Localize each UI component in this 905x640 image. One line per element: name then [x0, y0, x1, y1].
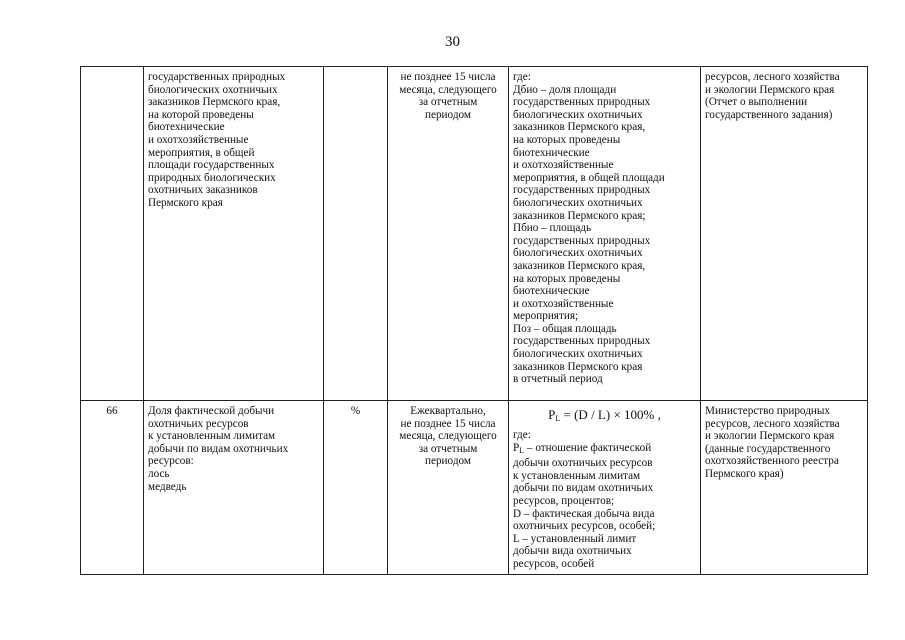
- text-line: охотничьих ресурсов, особей;: [513, 520, 656, 533]
- text-line: добычи вида охотничьих: [513, 545, 632, 558]
- text-line: на которой проведены: [148, 108, 254, 121]
- text-line: ресурсов, процентов;: [513, 494, 615, 507]
- text-line: ресурсов, лесного хозяйства: [705, 417, 840, 430]
- text-line: добычи по видам охотничьих: [148, 442, 289, 455]
- text-line: в отчетный период: [513, 373, 603, 386]
- text-line: L – установленный лимит: [513, 532, 637, 545]
- text-line: (данные государственного: [705, 442, 831, 455]
- text-line: Пбио – площадь: [513, 222, 592, 235]
- text-line: Дбио – доля площади: [513, 83, 617, 96]
- text-line: биотехнические: [513, 285, 590, 298]
- text-line: площади государственных: [148, 159, 275, 172]
- indicator-name-cell: [144, 401, 324, 575]
- pl-symbol: P: [513, 441, 520, 454]
- text-line: и охотхозяйственные: [513, 297, 614, 310]
- text-line: заказников Пермского края,: [148, 96, 281, 109]
- text-line: государственного задания): [705, 108, 833, 121]
- formula-subscript: L: [555, 414, 561, 423]
- text-line: периодом: [425, 455, 471, 468]
- table-row: [81, 401, 868, 575]
- formula-rhs: = (D / L) × 100% ,: [560, 407, 661, 422]
- text-line: на которых проведены: [513, 272, 621, 285]
- calculation-method-cell: [509, 67, 701, 401]
- indicator-name-cell: [144, 67, 324, 401]
- formula-symbol: P: [548, 407, 556, 422]
- text-line: ресурсов, лесного хозяйства: [705, 71, 840, 83]
- text-line: Доля фактической добычи: [148, 405, 275, 417]
- text-line: охотничьих заказников: [148, 184, 258, 197]
- row-number-cell: 66: [81, 401, 144, 575]
- method-intro: где:: [513, 429, 531, 441]
- text-line: за отчетным: [418, 442, 478, 455]
- text-line: за отчетным: [418, 96, 478, 109]
- table-row: [81, 67, 868, 401]
- text-line: добычи охотничьих ресурсов: [513, 457, 653, 470]
- text-line: биологических охотничьих: [148, 83, 278, 96]
- text-line: биотехнические: [513, 146, 590, 159]
- text-line: государственных природных: [148, 71, 286, 83]
- method-lines: [513, 457, 696, 570]
- text-line: мероприятия, в общей: [148, 146, 255, 159]
- data-source-cell: [701, 67, 868, 401]
- text-line: биологических охотничьих: [513, 108, 643, 121]
- text-line: и экологии Пермского края: [705, 430, 835, 443]
- unit-cell: %: [324, 401, 388, 575]
- text-line: биологических охотничьих: [513, 348, 643, 361]
- text-line: медведь: [148, 480, 187, 493]
- text-line: государственных природных: [513, 234, 651, 247]
- text-line: и охотхозяйственные: [148, 133, 249, 146]
- text-line: ресурсов:: [148, 455, 194, 468]
- unit-cell: [324, 67, 388, 401]
- text-line: Министерство природных: [705, 405, 830, 417]
- text-line: природных биологических: [148, 171, 276, 184]
- text-line: государственных природных: [513, 335, 651, 348]
- text-line: биологических охотничьих: [513, 247, 643, 260]
- text-line: охотхозяйственного реестра: [705, 455, 839, 468]
- data-source-cell: [701, 401, 868, 575]
- text-line: Ежеквартально,: [410, 405, 486, 417]
- text-line: Поз – общая площадь: [513, 322, 617, 335]
- text-line: государственных природных: [513, 96, 651, 109]
- text-line: заказников Пермского края,: [513, 121, 646, 134]
- text-line: добычи по видам охотничьих: [513, 482, 654, 495]
- text-line: Пермского края: [148, 196, 223, 209]
- text-line: заказников Пермского края;: [513, 209, 646, 222]
- calculation-method-cell: [509, 401, 701, 575]
- text-line: заказников Пермского края: [513, 360, 643, 373]
- page-number: 30: [445, 34, 460, 50]
- text-line: биотехнические: [148, 121, 225, 134]
- text-line: и экологии Пермского края: [705, 83, 835, 96]
- term-cell: [388, 401, 509, 575]
- text-line: лось: [148, 467, 170, 480]
- text-line: периодом: [425, 108, 471, 121]
- text-line: мероприятия;: [513, 310, 579, 323]
- text-line: охотничьих ресурсов: [148, 417, 249, 430]
- text-line: где:: [513, 71, 531, 83]
- formula: [513, 407, 696, 426]
- text-line: государственных природных: [513, 184, 651, 197]
- text-line: месяца, следующего: [399, 430, 497, 443]
- indicators-table: [80, 66, 868, 575]
- text-line: к установленным лимитам: [148, 430, 276, 443]
- text-line: биологических охотничьих: [513, 196, 643, 209]
- text-line: и охотхозяйственные: [513, 159, 614, 172]
- text-line: не позднее 15 числа: [400, 417, 496, 430]
- text-line: месяца, следующего: [399, 83, 497, 96]
- text-line: мероприятия, в общей площади: [513, 171, 665, 184]
- text-line: заказников Пермского края,: [513, 259, 646, 272]
- text-line: к установленным лимитам: [513, 469, 641, 482]
- pl-definition-text: – отношение фактической: [524, 441, 652, 454]
- text-line: (Отчет о выполнении: [705, 96, 808, 109]
- text-line: не позднее 15 числа: [400, 71, 496, 83]
- text-line: Пермского края): [705, 467, 784, 480]
- row-number-cell: [81, 67, 144, 401]
- text-line: на которых проведены: [513, 133, 621, 146]
- term-cell: [388, 67, 509, 401]
- text-line: D – фактическая добыча вида: [513, 507, 655, 520]
- text-line: ресурсов, особей: [513, 557, 595, 570]
- pl-subscript: L: [519, 445, 525, 455]
- pl-definition: [513, 442, 696, 458]
